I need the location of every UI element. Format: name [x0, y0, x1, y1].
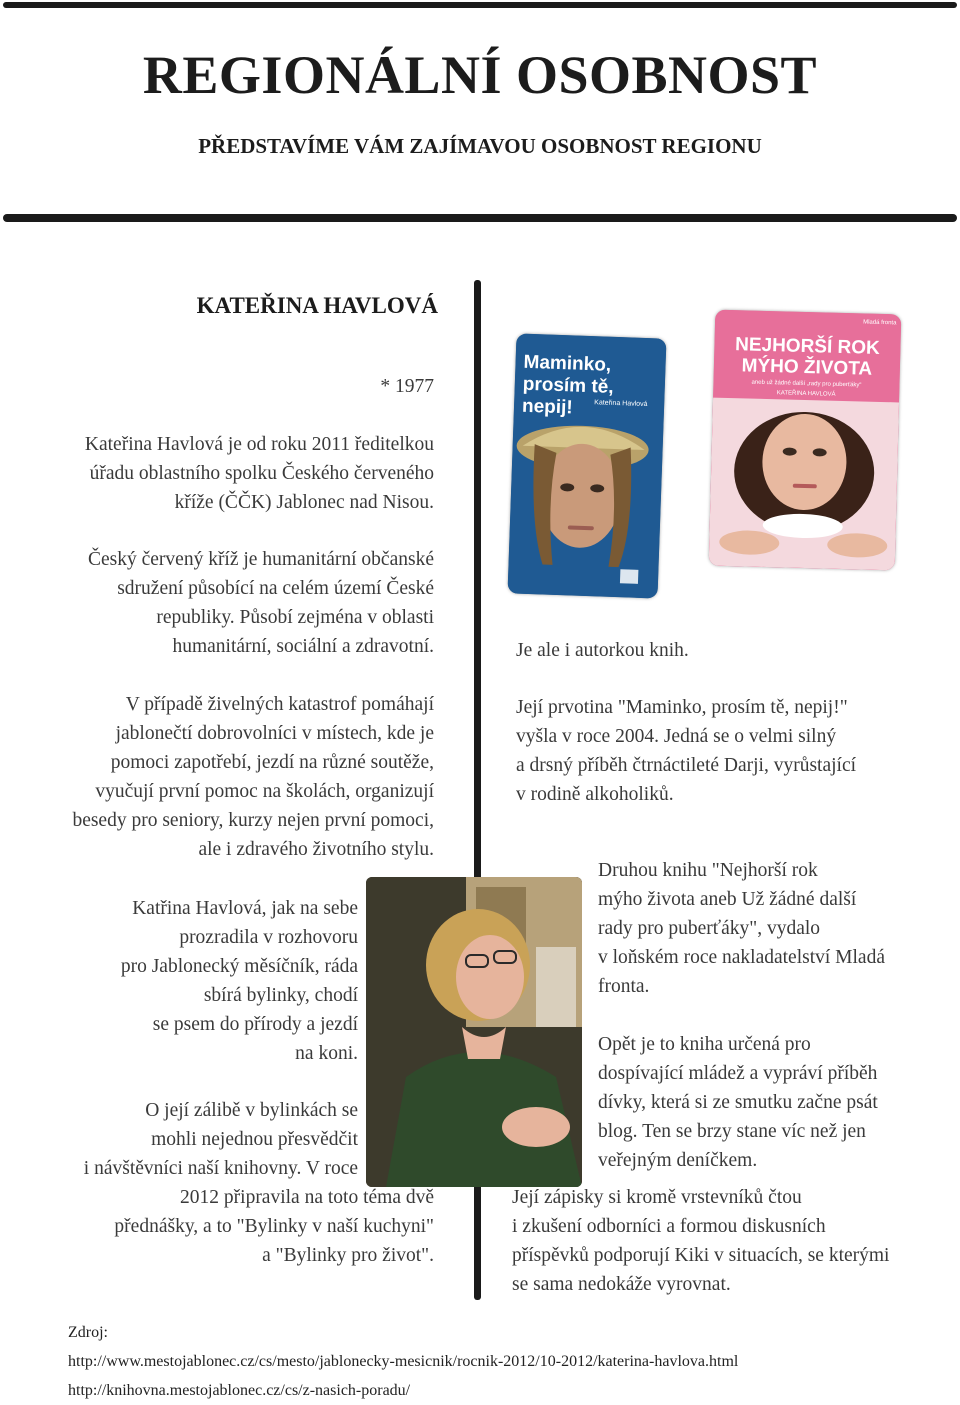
cover1-title-line1: Maminko,: [523, 351, 612, 376]
hobbies-paragraph: Katřina Havlová, jak na sebe prozradila v rozhovoru pro Jablonecký měsíčník, ráda sbírá bylinky, chodí se psem do přírody a jezdí na koni.: [120, 898, 358, 1064]
cover2-author: KATEŘINA HAVLOVÁ: [776, 390, 836, 398]
cover2-title-line1: NEJHORŠÍ ROK: [734, 334, 881, 359]
header-rule: [3, 214, 957, 222]
book-cover-nejhorsi-rok: [709, 310, 902, 571]
source-link-2[interactable]: http://knihovna.mestojablonec.cz/cs/z-nasich-poradu/: [68, 1382, 411, 1399]
book-cover-maminko-art: [508, 333, 667, 598]
birth-year: * 1977: [380, 376, 434, 397]
cover2-publisher: Mladá fronta: [863, 319, 897, 327]
red-cross-paragraph: Český červený kříž je humanitární občanské sdružení působící na celém území České republiky. Působí zejména v oblasti humanitární, sociální a zdravotní.: [87, 549, 434, 657]
top-rule: [3, 2, 957, 8]
cover1-title-line2: prosím tě,: [522, 373, 614, 398]
cover1-title-line3: nepij!: [521, 395, 574, 419]
library-paragraph-a: O její zálibě v bylinkách se mohli nejednou přesvědčit i návštěvníci naší knihovny. V roce: [83, 1100, 358, 1179]
portrait-photo-art: [366, 877, 582, 1187]
book-cover-maminko: [508, 333, 667, 598]
blog-paragraph: Její zápisky si kromě vrstevníků čtou i zkušení odborníci a formou diskusních příspěvků podporují Kiki v situacích, se kterými se sama nedokáže vyrovnat.: [512, 1187, 890, 1295]
sources-label: Zdroj:: [68, 1324, 108, 1341]
second-book-story-paragraph: Opět je to kniha určená pro dospívající mládež a vypráví příběh dívky, která si ze smutku začne psát blog. Ten se brzy stane víc než jen veřejným deníčkem.: [598, 1034, 878, 1171]
book-cover-nejhorsi-art: [709, 310, 902, 571]
page-subtitle: PŘEDSTAVÍME VÁM ZAJÍMAVOU OSOBNOST REGIONU: [198, 134, 762, 158]
cover2-tagline: aneb už žádné další „rady pro puberťáky“: [751, 379, 862, 389]
volunteers-paragraph: V případě živelných katastrof pomáhají jablonečtí dobrovolníci v místech, kde je pomoci zapotřebí, jezdí na různé soutěže, vyučují první pomoc na školách, organizují besedy pro seniory, kurzy nejen první pomoci, ale i zdravého životního stylu.: [72, 694, 434, 860]
source-link-1[interactable]: http://www.mestojablonec.cz/cs/mesto/jablonecky-mesicnik/rocnik-2012/10-2012/katerina-havlova.html: [68, 1353, 739, 1370]
intro-paragraph: Kateřina Havlová je od roku 2011 ředitelkou úřadu oblastního spolku Českého červeného kříže (ČČK) Jablonec nad Nisou.: [84, 434, 434, 513]
portrait-photo: [366, 877, 582, 1187]
person-name: KATEŘINA HAVLOVÁ: [196, 293, 438, 318]
first-book-paragraph: Její prvotina "Maminko, prosím tě, nepij!" vyšla v roce 2004. Jedná se o velmi silný a drsný příběh čtrnáctileté Darji, vyrůstající v rodině alkoholiků.: [516, 697, 857, 805]
author-intro: Je ale i autorkou knih.: [516, 640, 689, 661]
cover2-title-line2: MÝHO ŽIVOTA: [741, 355, 873, 380]
second-book-paragraph: Druhou knihu "Nejhorší rok mýho života aneb Už žádné další rady pro puberťáky", vydalo v loňském roce nakladatelství Mladá fronta.: [598, 860, 885, 997]
library-paragraph-b: 2012 připravila na toto téma dvě přednášky, a to "Bylinky v naší kuchyni" a "Bylinky pro život".: [114, 1187, 434, 1266]
cover1-author: Kateřina Havlová: [594, 399, 648, 409]
page-title: REGIONÁLNÍ OSOBNOST: [142, 45, 818, 105]
